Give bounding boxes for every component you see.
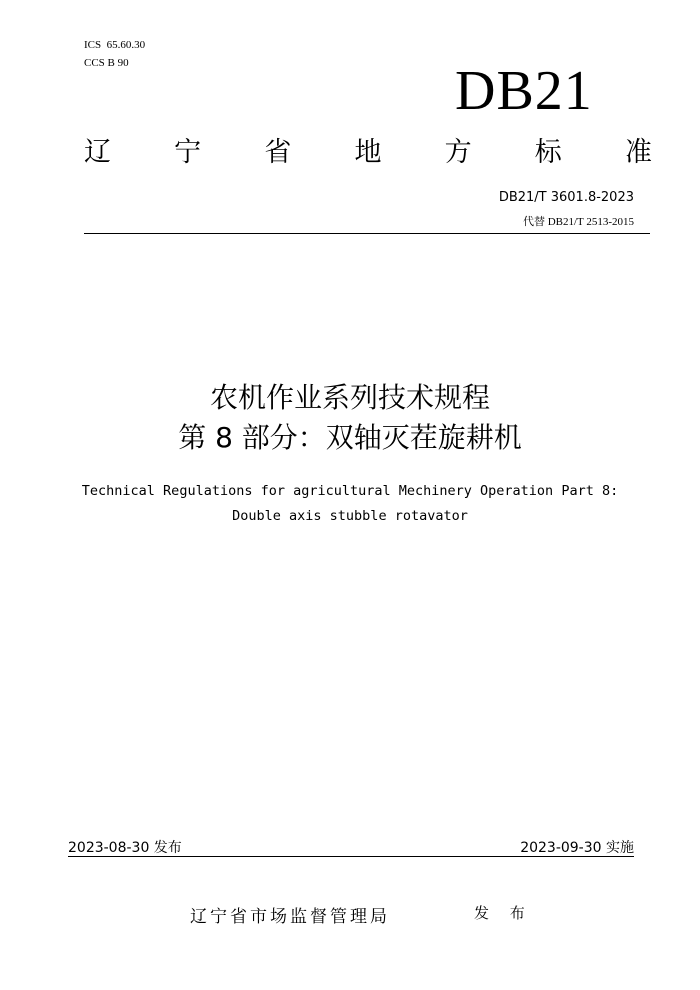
title-char: 地 (354, 137, 382, 168)
chinese-title-line-1: 农机作业系列技术规程 (209, 381, 490, 414)
replaces-note: 代替 DB21/T 2513-2015 (522, 216, 634, 228)
ccs-code: CCS B 90 (84, 57, 129, 69)
issue-label: 发 布 (474, 904, 533, 922)
footer-divider (68, 856, 634, 857)
title-char: 方 (444, 137, 472, 168)
title-char: 宁 (174, 137, 202, 168)
english-title-line-2: Double axis stubble rotavator (232, 508, 468, 524)
english-title-line-1: Technical Regulations for agricultural Mechinery Operation Part 8: (81, 483, 619, 499)
classification-codes (84, 36, 145, 72)
issuing-authority: 辽宁省市场监督管理局 (190, 907, 390, 927)
title-char: 准 (624, 137, 652, 168)
implement-date: 2023-09-30 实施 (520, 840, 634, 856)
chinese-title-line-2: 第 8 部分：双轴灭茬旋耕机 (178, 421, 522, 454)
standard-number: DB21/T 3601.8-2023 (498, 190, 634, 205)
title-char: 辽 (84, 137, 111, 168)
header-divider (84, 233, 650, 234)
title-char: 省 (264, 137, 292, 168)
publish-date: 2023-08-30 发布 (68, 840, 182, 856)
ics-code: ICS 65.60.30 (84, 39, 146, 51)
standard-category-title (84, 133, 652, 173)
title-char: 标 (534, 137, 562, 168)
standard-code-logo: DB21 (455, 60, 593, 122)
